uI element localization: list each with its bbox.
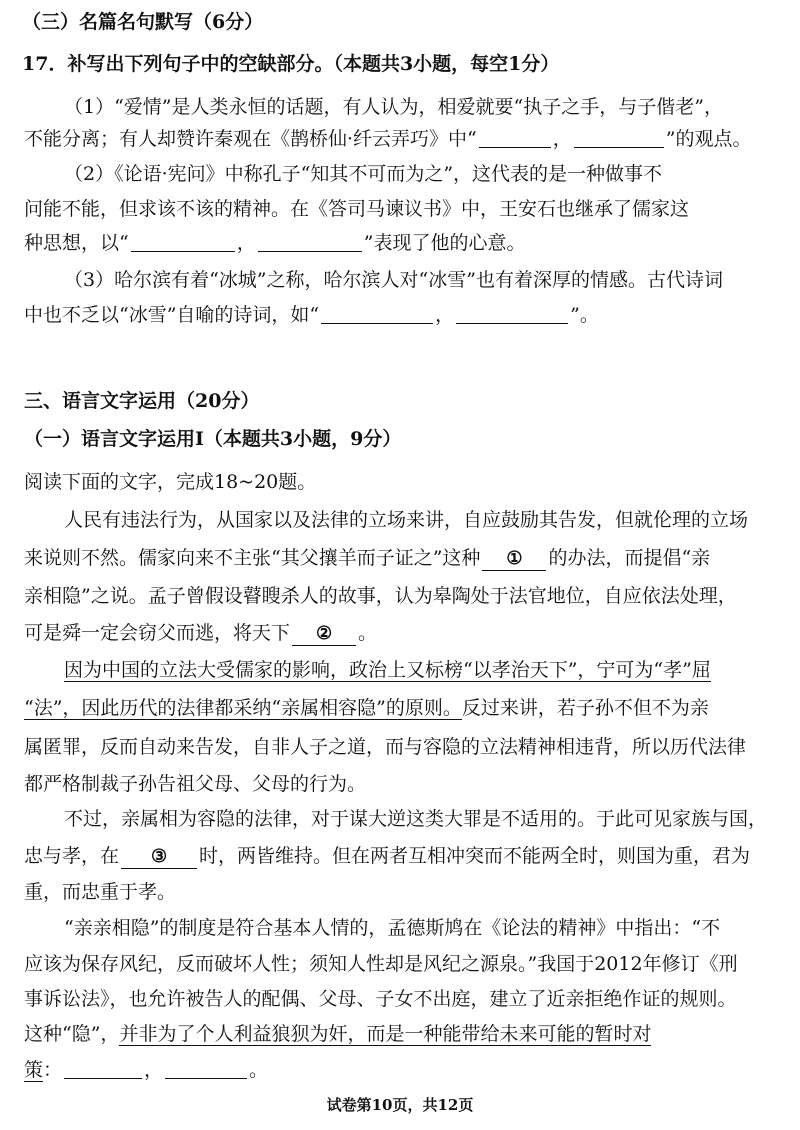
- section-heading-mingju: （三）名篇名句默写（6分）: [22, 11, 264, 33]
- answer-blank[interactable]: [258, 231, 362, 252]
- passage-p3-line2: 忠与孝，在 ③ 时，两皆维持。但在两者互相冲突而不能两全时，则国为重，君为: [24, 845, 751, 867]
- answer-blank[interactable]: [321, 303, 433, 324]
- sub-heading-yuyan-1: （一）语言文字运用Ⅰ（本题共3小题，9分）: [24, 428, 402, 450]
- passage-p1-line2: 来说则不然。儒家向来不主张“其父攘羊而子证之”这种 ① 的办法，而提倡“亲: [24, 547, 711, 569]
- q17-3-line1: （3）哈尔滨有着“冰城”之称，哈尔滨人对“冰雪”也有着深厚的情感。古代诗词: [64, 269, 723, 291]
- blank-marker-2[interactable]: ②: [292, 623, 356, 646]
- q17-2-comma: ，: [236, 232, 256, 254]
- passage-p4-line5: 策： ， 。: [24, 1059, 269, 1081]
- q17-3-comma: ，: [435, 304, 455, 326]
- passage-p4-line4: 这种“隐”，并非为了个人利益狼狈为奸，而是一种能带给未来可能的暂时对: [24, 1023, 652, 1045]
- answer-blank[interactable]: [456, 303, 568, 324]
- blank-marker-1[interactable]: ①: [482, 548, 546, 571]
- answer-blank[interactable]: [479, 127, 551, 148]
- underlined-sentence: “法”，因此历代的法律都采纳“亲属相容隐”的原则。: [24, 697, 462, 719]
- q17-3-text: 中也不乏以“冰雪”自喻的诗词，如“: [24, 304, 320, 326]
- passage-p4-line1: “亲亲相隐”的制度是符合基本人情的，孟德斯鸠在《论法的精神》中指出：“不: [64, 917, 721, 939]
- page-footer: 试卷第10页，共12页: [326, 1096, 474, 1114]
- q17-2-line1: （2）《论语·宪问》中称孔子“知其不可而为之”，这代表的是一种做事不: [64, 163, 663, 185]
- passage-p2-line2: “法”，因此历代的法律都采纳“亲属相容隐”的原则。反过来讲，若子孙不但不为亲: [24, 697, 709, 719]
- passage-p4-line2: 应该为保存风纪，反而破坏人性；须知人性却是风纪之源泉。”我国于2012年修订《刑: [24, 953, 738, 975]
- q17-2-end: ”表现了他的心意。: [363, 232, 526, 254]
- q17-1-text: 不能分离；有人却赞许秦观在《鹊桥仙·纤云弄巧》中“: [24, 128, 477, 150]
- answer-blank[interactable]: [64, 1058, 142, 1079]
- q17-2-line3: [24, 229, 800, 257]
- underlined-sentence: 因为中国的立法大受儒家的影响，政治上又标榜“以孝治天下”，宁可为“孝”屈: [64, 659, 711, 681]
- underlined-sentence: 并非为了个人利益狼狈为奸，而是一种能带给未来可能的暂时对: [119, 1023, 652, 1045]
- reading-intro: 阅读下面的文字，完成18~20题。: [24, 471, 317, 493]
- q17-1-line2: [24, 125, 800, 153]
- q17-1-line1: （1）“爱情”是人类永恒的话题，有人认为，相爱就要“执子之手，与子偕老”，: [64, 96, 723, 118]
- q17-1-comma: ，: [552, 128, 572, 150]
- question-17-title: 17．补写出下列句子中的空缺部分。（本题共3小题，每空1分）: [22, 53, 560, 75]
- q17-1-end: ”的观点。: [665, 128, 752, 150]
- underlined-word: 策: [24, 1059, 44, 1081]
- passage-p1-line3: 亲相隐”之说。孟子曾假设瞽瞍杀人的故事，认为皋陶处于法官地位，自应依法处理，: [24, 585, 737, 607]
- answer-blank[interactable]: [131, 231, 235, 252]
- passage-p2-line3: 属匿罪，反而自动来告发，自非人子之道，而与容隐的立法精神相违背，所以历代法律: [24, 736, 747, 758]
- passage-p4-line3: 事诉讼法》，也允许被告人的配偶、父母、子女不出庭，建立了近亲拒绝作证的规则。: [24, 988, 737, 1010]
- passage-p2-line4: 都严格制裁子孙告祖父母、父母的行为。: [24, 773, 367, 795]
- q17-3-line2: [24, 301, 800, 329]
- answer-blank[interactable]: [165, 1058, 247, 1079]
- passage-p3-line1: 不过，亲属相为容隐的法律，对于谋大逆这类大罪是不适用的。于此可见家族与国，: [64, 808, 768, 830]
- answer-blank[interactable]: [574, 127, 664, 148]
- section-heading-yuyan: 三、语言文字运用（20分）: [24, 390, 260, 412]
- q17-2-text: 种思想，以“: [24, 232, 129, 254]
- passage-p3-line3: 重，而忠重于孝。: [24, 881, 177, 903]
- passage-p1-line1: 人民有违法行为，从国家以及法律的立场来讲，自应鼓励其告发，但就伦理的立场: [64, 509, 749, 531]
- passage-p2-line1: [64, 656, 800, 684]
- q17-2-line2: 问能不能，但求该不该的精神。在《答司马谏议书》中，王安石也继承了儒家这: [24, 198, 690, 220]
- q17-3-end: ”。: [570, 304, 599, 326]
- passage-p1-line4: 可是舜一定会窃父而逃，将天下 ② 。: [24, 622, 378, 644]
- blank-marker-3[interactable]: ③: [121, 846, 197, 869]
